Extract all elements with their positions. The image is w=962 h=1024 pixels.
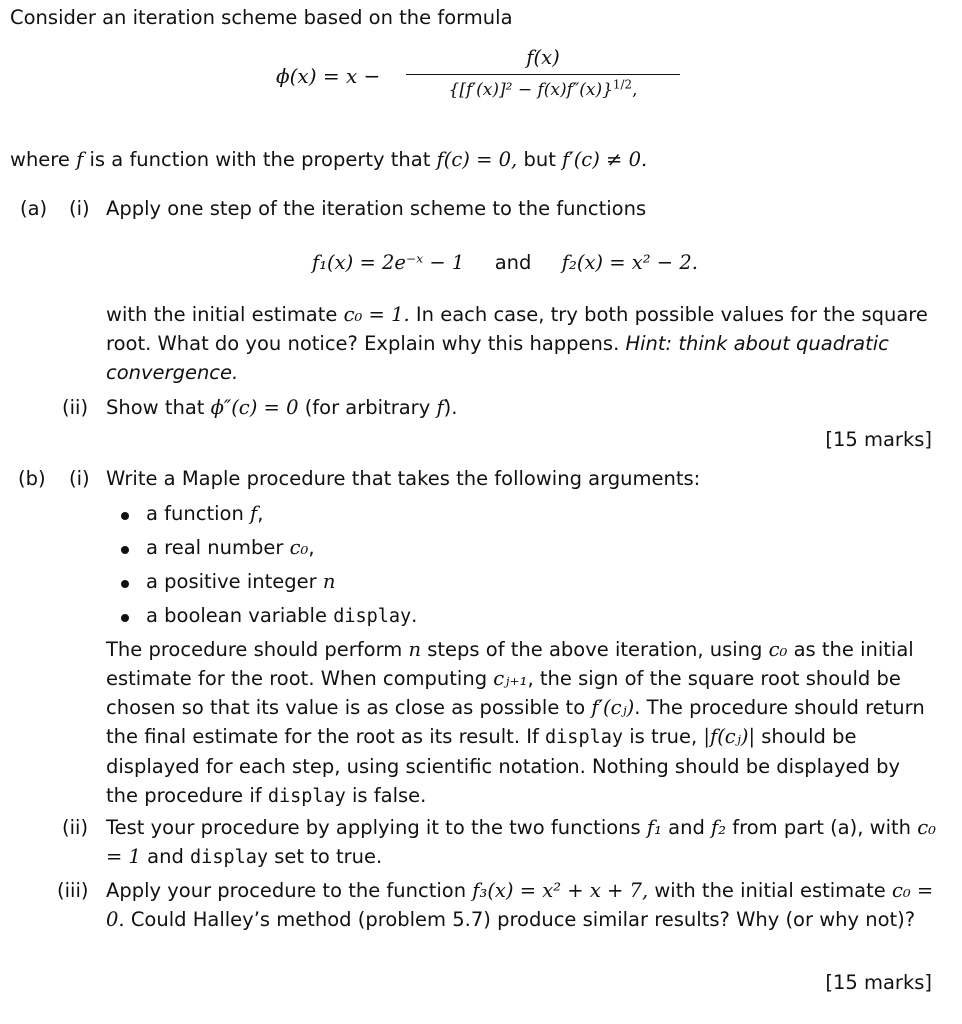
part-b-ii-paragraph xyxy=(106,813,936,872)
b-i-n: n xyxy=(408,638,422,661)
part-a-label: (a) xyxy=(20,197,48,220)
para-a-1: with the initial estimate xyxy=(106,303,338,326)
bullet-item xyxy=(146,502,263,526)
bullet-text: a real number xyxy=(146,536,284,559)
b-iii-t2: with the initial estimate xyxy=(654,879,886,902)
bullet-dot xyxy=(121,580,129,588)
part-a-i-label: (i) xyxy=(69,197,90,220)
b-ii-t1: Test your procedure by applying it to the two functions xyxy=(106,816,641,839)
b-i-p4: , the sign of the square root should be chosen so that its value is as close as possible to xyxy=(106,667,901,719)
b-ii-t4: and xyxy=(147,845,184,868)
part-a-i-paragraph xyxy=(106,300,936,387)
where-f: f xyxy=(76,148,84,171)
b-i-cj1: cⱼ₊₁ xyxy=(493,667,528,690)
function-f1: f₁(x) = 2e⁻ˣ − 1 xyxy=(312,251,465,274)
c0-equals-1: c₀ = 1. xyxy=(343,303,410,326)
part-b-i-text: Write a Maple procedure that takes the following arguments: xyxy=(106,467,701,490)
b-i-p7: should be displayed for each step, using scientific notation. Nothing should be displayed by the procedure if xyxy=(106,725,901,807)
b-ii-c0: c₀ = 1 xyxy=(106,816,936,868)
b-ii-f1: f₁ xyxy=(646,816,662,839)
part-a-i-text: Apply one step of the iteration scheme to the functions xyxy=(106,197,647,220)
b-i-fprime: f′(cⱼ) xyxy=(591,696,635,719)
a-ii-t2: (for arbitrary xyxy=(304,396,431,419)
formula-comma: , xyxy=(632,80,638,100)
b-ii-t2: and xyxy=(668,816,705,839)
bullet-code: display xyxy=(333,606,412,627)
where-cond1: f(c) = 0, xyxy=(436,148,518,171)
bullet-text: a boolean variable xyxy=(146,604,327,627)
iteration-formula xyxy=(276,44,696,114)
where-line xyxy=(10,148,647,172)
part-b-iii-paragraph xyxy=(106,876,936,934)
bullet-math: n xyxy=(322,570,336,593)
phi-double-prime: ϕ″(c) = 0 xyxy=(210,396,299,419)
formula-lhs: ϕ(x) = x − xyxy=(276,64,381,88)
hint-text: Hint: think about quadratic convergence. xyxy=(106,332,889,384)
b-iii-t3: Could Halley’s method (problem 5.7) produce similar results? Why (or why not)? xyxy=(130,908,916,931)
b-i-code-display-2: display xyxy=(267,786,346,807)
bullet-math: c₀ xyxy=(289,536,309,559)
para-a-2: In each case, try both possible values for the square root. What do you notice? Explain why this happens. xyxy=(106,303,928,355)
formula-denominator-text: {[f′(x)]² − f(x)f″(x)} xyxy=(448,80,613,100)
bullet-dot xyxy=(121,512,129,520)
b-i-p6: is true, xyxy=(629,725,698,748)
bullet-item xyxy=(146,570,335,594)
b-iii-t1: Apply your procedure to the function xyxy=(106,879,467,902)
part-b-label: (b) xyxy=(18,467,46,490)
where-but: but xyxy=(523,148,556,171)
where-text: where xyxy=(10,148,70,171)
b-i-p5: . The procedure should return the final estimate for the root as its result. If xyxy=(106,696,925,748)
part-b-iii-label: (iii) xyxy=(57,879,89,902)
b-i-p1: The procedure should perform xyxy=(106,638,403,661)
formula-fraction xyxy=(400,44,686,105)
part-a-ii-label: (ii) xyxy=(62,396,89,419)
b-i-p8: is false. xyxy=(352,784,427,807)
a-ii-f: f xyxy=(436,396,444,419)
bullet-text: a positive integer xyxy=(146,570,317,593)
b-iii-c0: c₀ = 0. xyxy=(106,879,934,931)
b-ii-code-display: display xyxy=(190,847,269,868)
bullet-end: . xyxy=(411,604,418,627)
formula-exponent: 1/2 xyxy=(612,77,633,92)
b-i-abs: |f(cⱼ)| xyxy=(703,725,756,748)
bullet-dot xyxy=(121,546,129,554)
part-a-ii-text xyxy=(106,396,457,420)
functions-line xyxy=(312,251,698,275)
b-iii-f3: f₃(x) = x² + x + 7, xyxy=(472,879,649,902)
part-b-marks: [15 marks] xyxy=(825,971,932,994)
b-i-p2: steps of the above iteration, using xyxy=(427,638,763,661)
where-cond2: f′(c) ≠ 0. xyxy=(562,148,648,171)
b-ii-f2: f₂ xyxy=(711,816,727,839)
a-ii-t3: ). xyxy=(443,396,458,419)
formula-denominator xyxy=(400,75,686,105)
function-f2: f₂(x) = x² − 2. xyxy=(561,251,698,274)
b-ii-t5: set to true. xyxy=(274,845,383,868)
bullet-end: , xyxy=(308,536,315,559)
part-b-ii-label: (ii) xyxy=(62,816,89,839)
bullet-item xyxy=(146,536,315,560)
intro-line: Consider an iteration scheme based on the formula xyxy=(10,6,513,29)
formula-numerator: f(x) xyxy=(526,46,560,69)
bullet-dot xyxy=(121,614,129,622)
bullet-item xyxy=(146,604,417,629)
bullet-end: , xyxy=(257,502,264,525)
a-ii-t1: Show that xyxy=(106,396,205,419)
b-i-c0: c₀ xyxy=(768,638,788,661)
part-a-marks: [15 marks] xyxy=(825,428,932,451)
b-i-code-display: display xyxy=(545,727,623,748)
bullet-text: a function xyxy=(146,502,244,525)
part-b-i-label: (i) xyxy=(69,467,90,490)
bullet-math: f xyxy=(250,502,258,525)
b-i-p3: as the initial estimate for the root. When computing xyxy=(106,638,914,690)
and-word: and xyxy=(494,251,532,274)
b-ii-t3: from part (a), with xyxy=(732,816,911,839)
part-b-i-paragraph xyxy=(106,635,936,811)
where-mid: is a function with the property that xyxy=(89,148,431,171)
